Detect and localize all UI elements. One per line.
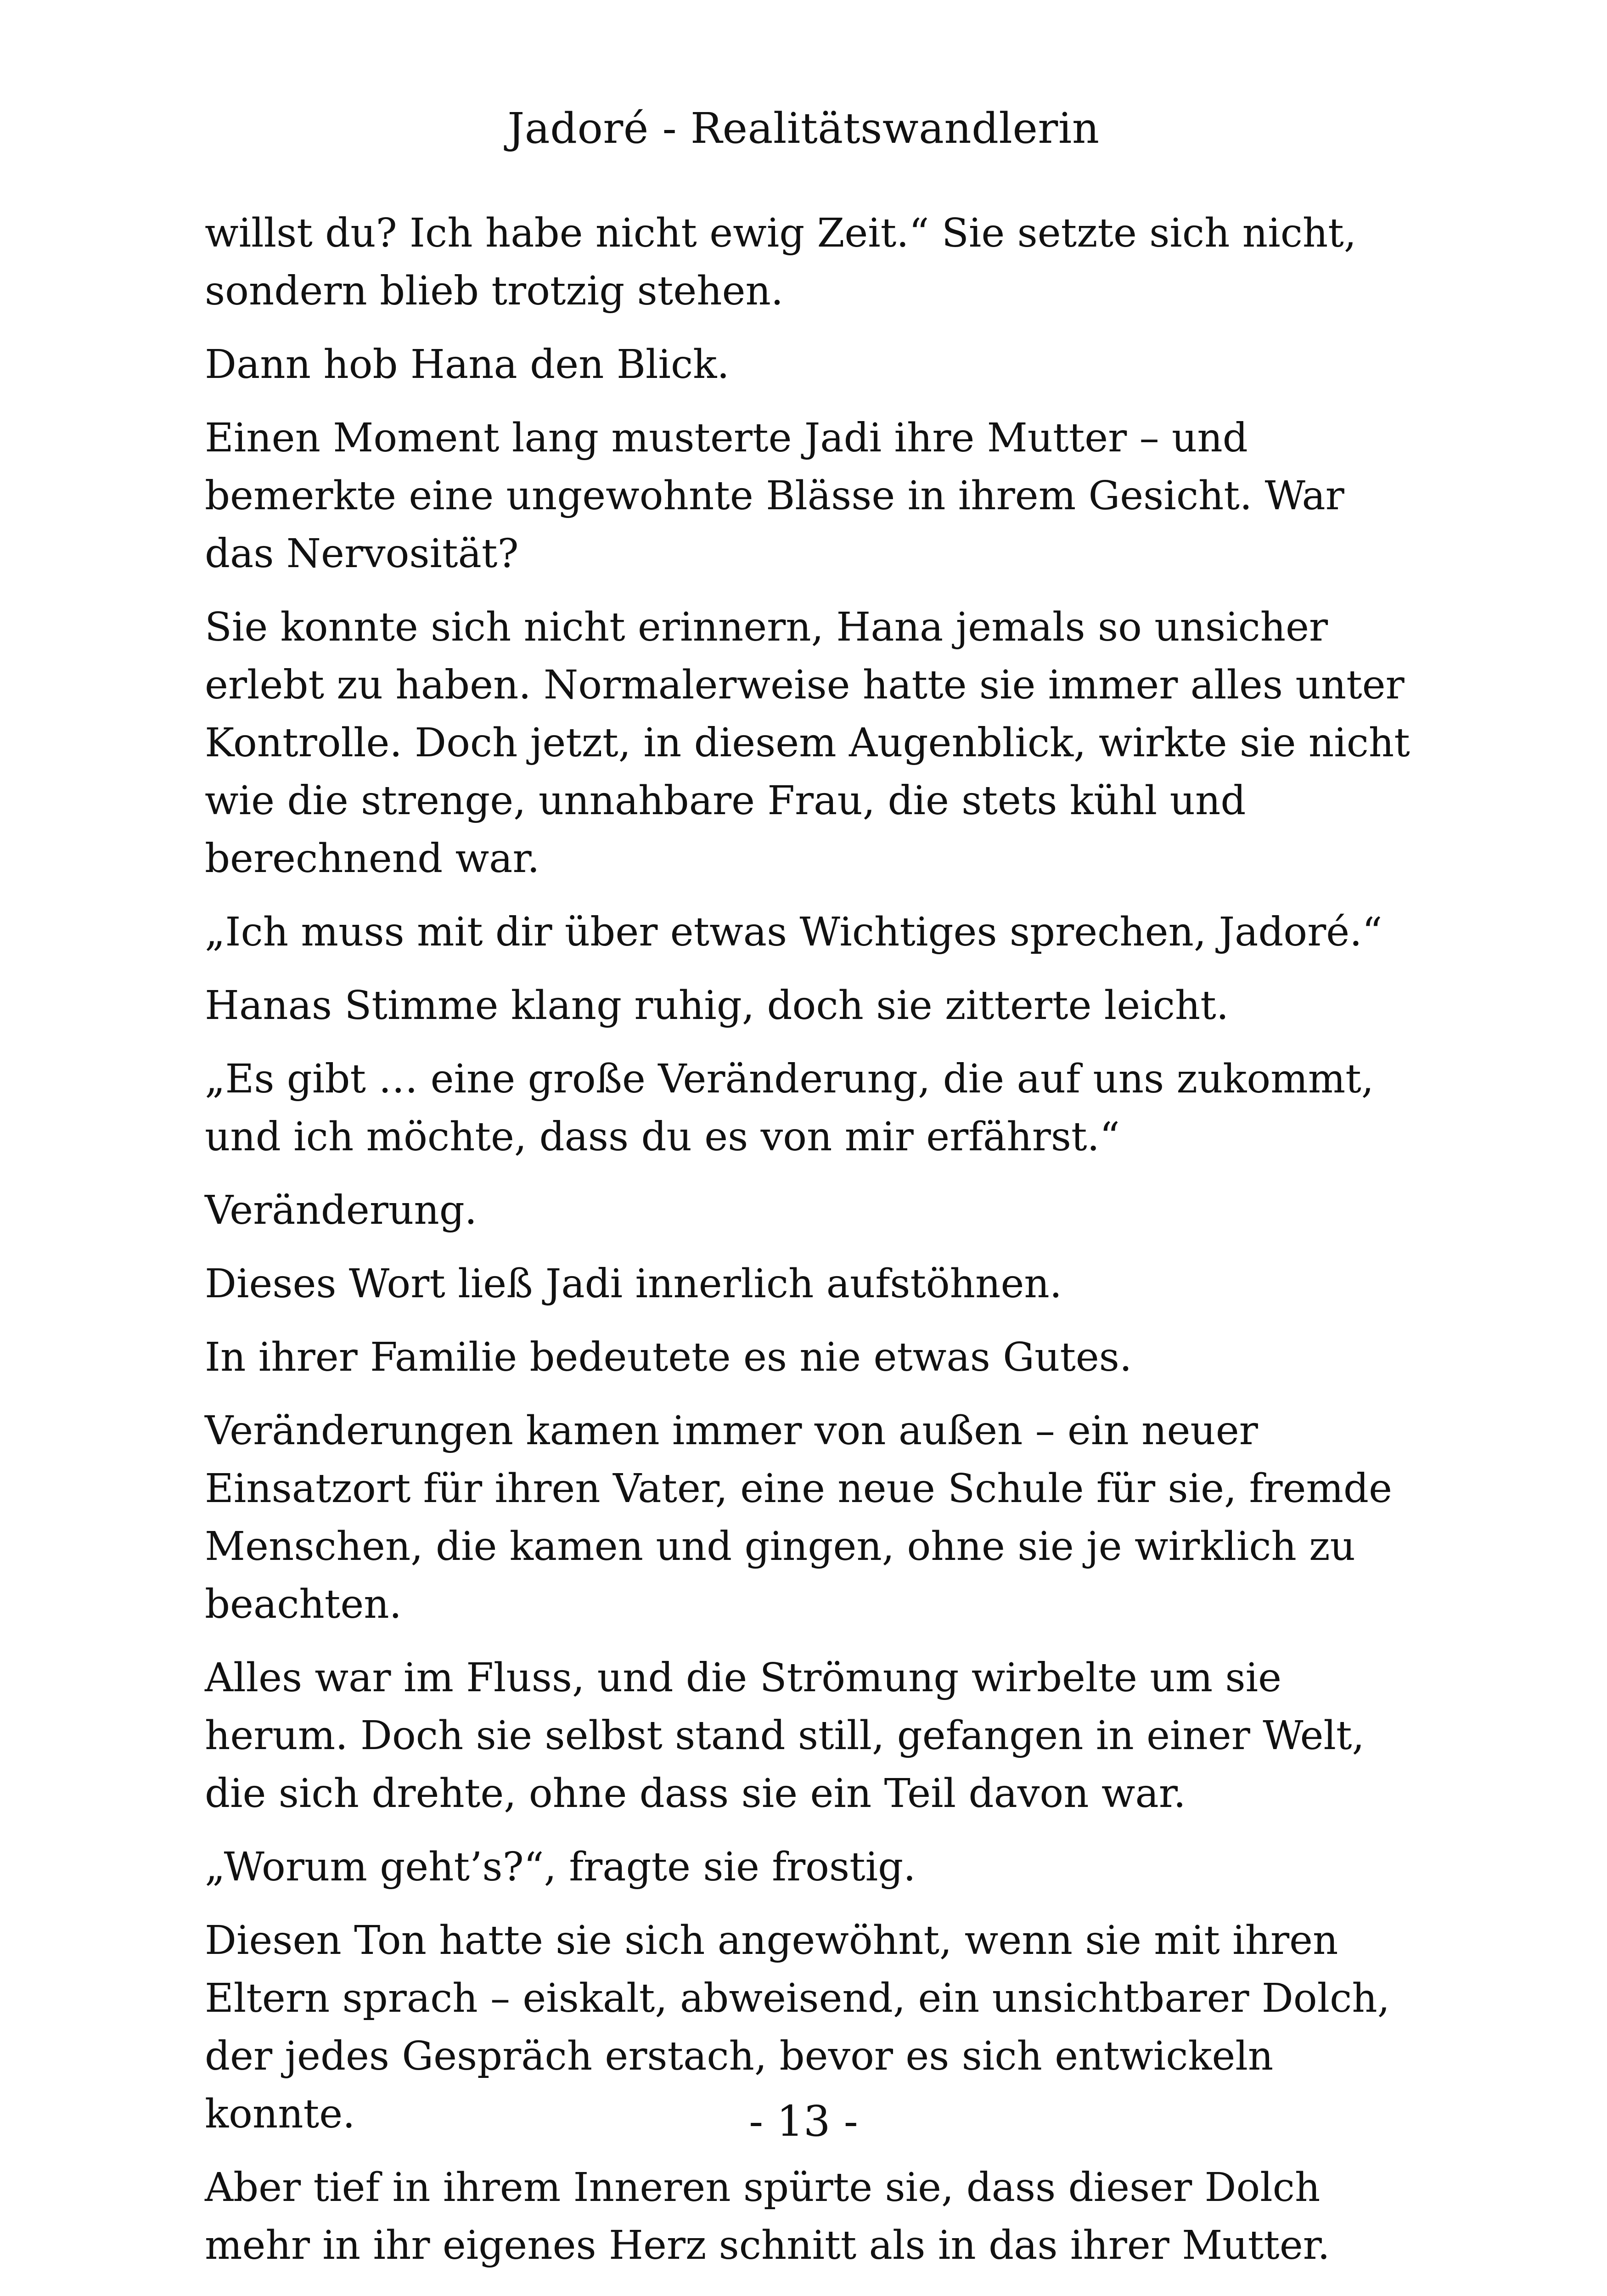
paragraph: „Worum geht’s?“, fragte sie frostig. (205, 1844, 916, 1890)
running-header-title: Jadoré - Realitätswandlerin (507, 104, 1100, 153)
paragraph: Hanas Stimme klang ruhig, doch sie zitterte leicht. (205, 983, 1229, 1029)
paragraph: Einen Moment lang musterte Jadi ihre Mutter – und bemerkte eine ungewohnte Blässe in ihrem Gesicht. War das Nervosität? (205, 415, 1344, 577)
paragraph: Diesen Ton hatte sie sich angewöhnt, wenn sie mit ihren Eltern sprach – eiskalt, abweisend, ein unsichtbarer Dolch, der jedes Gespräch erstach, bevor es sich entwickeln konnte. (205, 1918, 1390, 2137)
body-text (205, 204, 1417, 2296)
paragraph: Dieses Wort ließ Jadi innerlich aufstöhnen. (205, 1261, 1062, 1307)
paragraph: „Ich muss mit dir über etwas Wichtiges sprechen, Jadoré.“ (205, 909, 1382, 955)
page-number: - 13 - (749, 2097, 858, 2146)
paragraph: In ihrer Familie bedeutete es nie etwas Gutes. (205, 1334, 1132, 1380)
paragraph: Alles war im Fluss, und die Strömung wirbelte um sie herum. Doch sie selbst stand still, gefangen in einer Welt, die sich drehte, ohne dass sie ein Teil davon war. (205, 1655, 1365, 1817)
paragraph: Dann hob Hana den Blick. (205, 342, 730, 388)
paragraph: Veränderung. (205, 1187, 478, 1233)
paragraph: Sie konnte sich nicht erinnern, Hana jemals so unsicher erlebt zu haben. Normalerweise hatte sie immer alles unter Kontrolle. Doch jetzt, in diesem Augenblick, wirkte sie nicht wie die strenge, unnahbare Frau, die stets kühl und berechnend war. (205, 604, 1410, 882)
paragraph: Veränderungen kamen immer von außen – ein neuer Einsatzort für ihren Vater, eine neue Schule für sie, fremde Menschen, die kamen und gingen, ohne sie je wirklich zu beachten. (205, 1408, 1393, 1627)
paragraph (205, 2290, 1417, 2296)
paragraph: Aber tief in ihrem Inneren spürte sie, dass dieser Dolch mehr in ihr eigenes Herz schnitt als in das ihrer Mutter. (205, 2165, 1330, 2268)
paragraph: willst du? Ich habe nicht ewig Zeit.“ Sie setzte sich nicht, sondern blieb trotzig stehen. (205, 210, 1357, 314)
paragraph: „Es gibt … eine große Veränderung, die auf uns zukommt, und ich möchte, dass du es von mir erfährst.“ (205, 1056, 1374, 1160)
